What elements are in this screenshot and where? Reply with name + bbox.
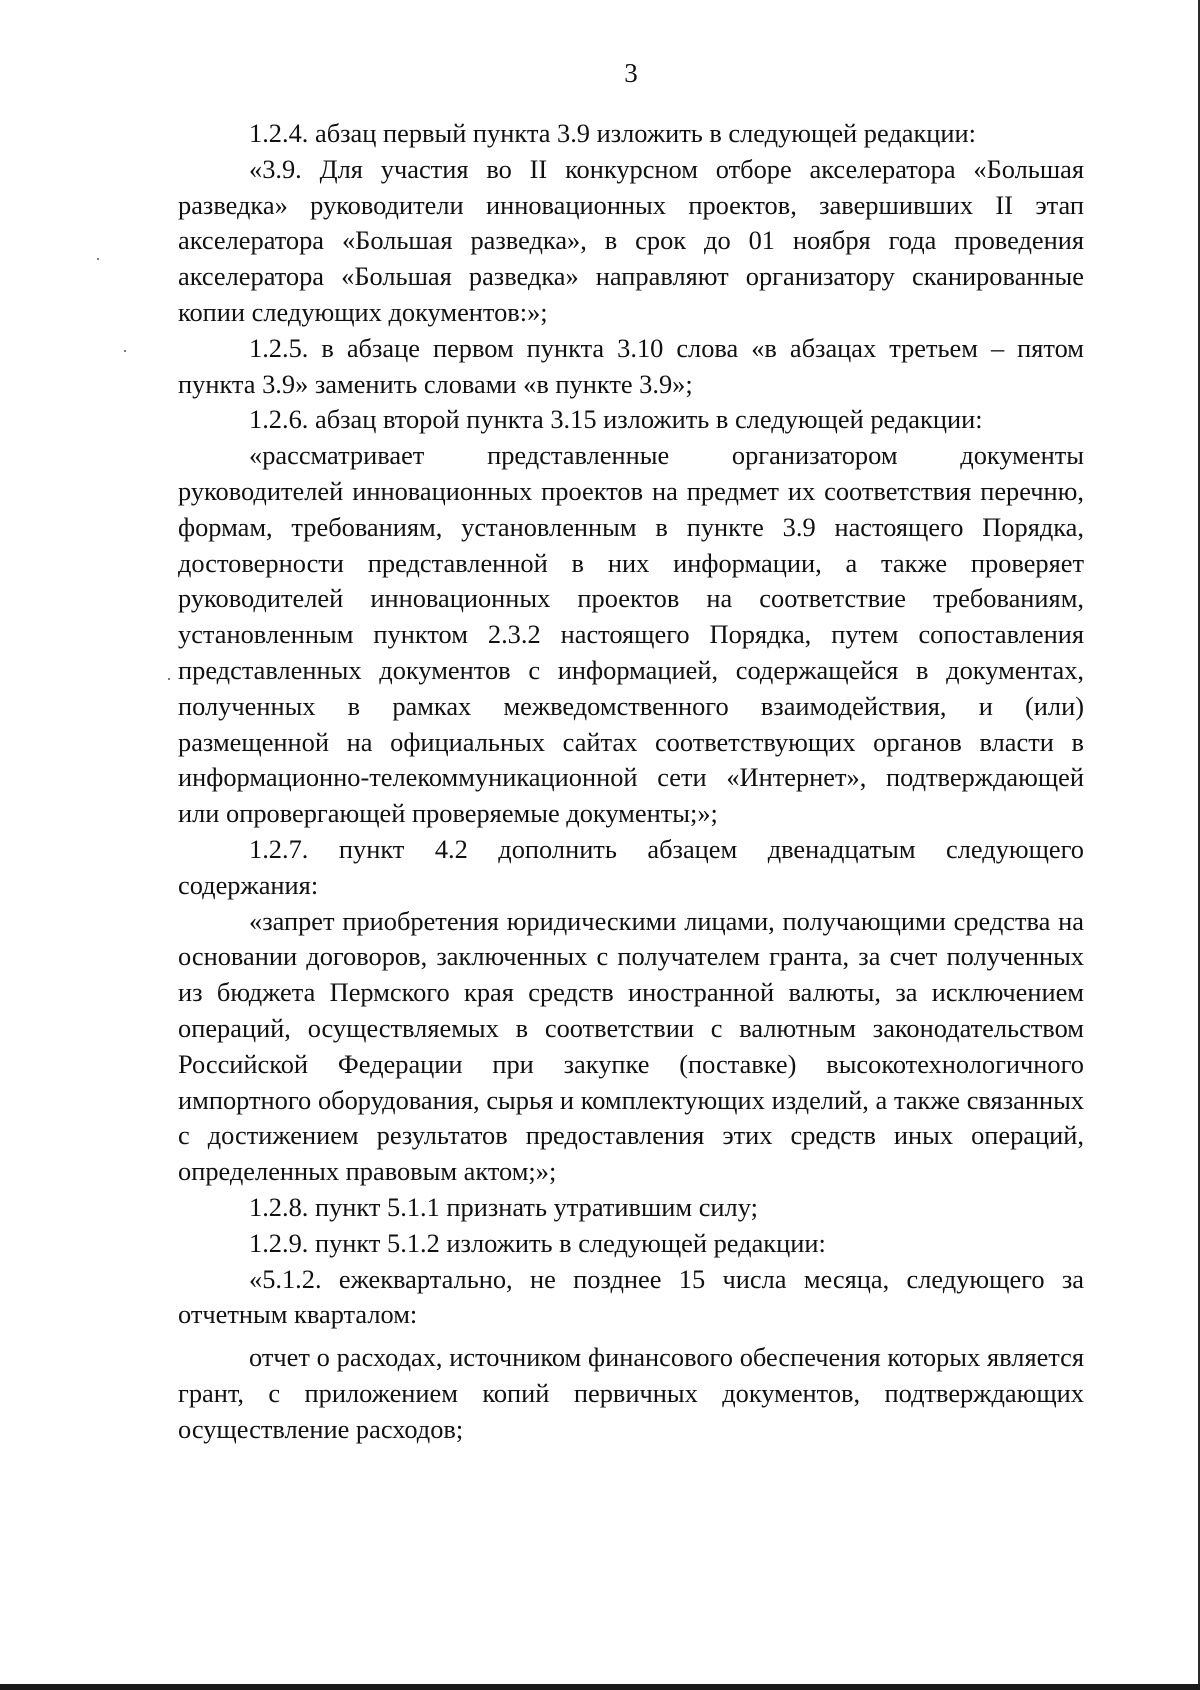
scan-speck <box>97 258 99 260</box>
scan-speck <box>124 350 126 352</box>
paragraph-quote-4-2: «запрет приобретения юридическими лицами, получающими средства на основании договоров, заключенных с получателем гранта, за счет полученных из бюджета Пермского края средств иностранной валюты, за исключением операций, осуществляемых в соответствии с валютным законодательством Российской Федерации при закупке (поставке) высокотехнологичного импортного оборудования, сырья и комплектующих изделий, а также связанных с достижением результатов предоставления этих средств иных операций, определенных правовым актом;»; <box>178 905 1084 1187</box>
scan-edge-bottom <box>0 1684 1200 1690</box>
paragraph-quote-3-9: «3.9. Для участия во II конкурсном отборе акселератора «Большая разведка» руководители инновационных проектов, завершивших II этап акселератора «Большая разведка», в срок до 01 ноября года проведения акселератора «Большая разведка» направляют организатору сканированные копии следующих документов:»; <box>178 153 1084 327</box>
paragraph-1-2-9: 1.2.9. пункт 5.1.2 изложить в следующей редакции: <box>249 1227 826 1258</box>
paragraph-1-2-5: 1.2.5. в абзаце первом пункта 3.10 слова «в абзацах третьем – пятом пункта 3.9» заменить словами «в пункте 3.9»; <box>178 332 1084 399</box>
paragraph-quote-5-1-2: «5.1.2. ежеквартально, не позднее 15 числа месяца, следующего за отчетным кварталом: <box>178 1263 1084 1330</box>
paragraph-expense-report: отчет о расходах, источником финансового обеспечения которых является грант, с приложением копий первичных документов, подтверждающих осуществление расходов; <box>178 1342 1084 1444</box>
paragraph-1-2-4: 1.2.4. абзац первый пункта 3.9 изложить в следующей редакции: <box>249 118 976 148</box>
document-body <box>178 116 1084 1447</box>
paragraph-1-2-6: 1.2.6. абзац второй пункта 3.15 изложить в следующей редакции: <box>249 404 983 435</box>
page-number: 3 <box>624 58 638 88</box>
paragraph-quote-3-15: «рассматривает представленные организатором документы руководителей инновационных проектов на предмет их соответствия перечню, формам, требованиям, установленным в пункте 3.9 настоящего Порядка, достоверности представленной в них информации, а также проверяет руководителей инновационных проектов на соответствие требованиям, установленным пунктом 2.3.2 настоящего Порядка, путем сопоставления представленных документов с информацией, содержащейся в документах, полученных в рамках межведомственного взаимодействия, и (или) размещенной на официальных сайтах соответствующих органов власти в информационно-телекоммуникационной сети «Интернет», подтверждающей или опровергающей проверяемые документы;»; <box>178 440 1084 829</box>
paragraph-1-2-8: 1.2.8. пункт 5.1.1 признать утратившим силу; <box>249 1191 758 1222</box>
scan-speck <box>168 678 170 680</box>
paragraph-1-2-7: 1.2.7. пункт 4.2 дополнить абзацем двенадцатым следующего содержания: <box>178 833 1084 900</box>
